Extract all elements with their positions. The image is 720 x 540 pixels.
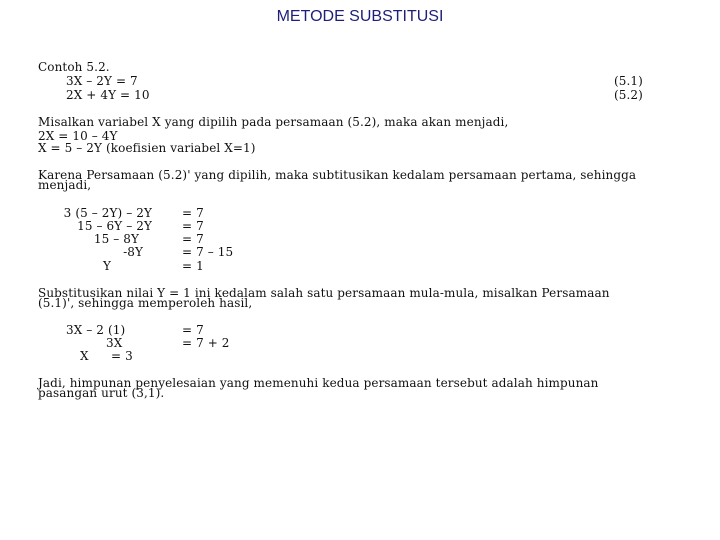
step2-rhs: = 7 – 15 bbox=[182, 245, 234, 259]
step2-text-line1: Karena Persamaan (5.2)' yang dipilih, maka subtitusikan kedalam persamaan pertama, sehingga bbox=[38, 168, 637, 182]
conclusion-line2: pasangan urut (3,1). bbox=[38, 386, 165, 400]
step3-lhs-val: = 3 bbox=[111, 349, 133, 363]
step2-lhs: 3 (5 – 2Y) – 2Y bbox=[63, 206, 152, 220]
step3-text-line1: Substitusikan nilai Y = 1 ini kedalam salah satu persamaan mula-mula, misalkan Persamaan bbox=[38, 286, 610, 300]
page-title: METODE SUBSTITUSI bbox=[276, 8, 444, 25]
step3-lhs: 3X – 2 (1) bbox=[66, 323, 126, 337]
step2-rhs: = 7 bbox=[182, 232, 204, 246]
step3-text-line2: (5.1)', sehingga memperoleh hasil, bbox=[38, 296, 253, 310]
step3-rhs: = 7 + 2 bbox=[182, 336, 230, 350]
step1-line2: X = 5 – 2Y (koefisien variabel X=1) bbox=[38, 141, 256, 155]
step1-line1: 2X = 10 – 4Y bbox=[38, 129, 118, 143]
step3-lhs-var: X bbox=[80, 349, 89, 363]
step3-rhs: = 7 bbox=[182, 323, 204, 337]
step3-lhs: 3X bbox=[106, 336, 123, 350]
step2-lhs: 15 – 6Y – 2Y bbox=[77, 219, 152, 233]
step2-text-line2: menjadi, bbox=[38, 178, 92, 192]
step1-text: Misalkan variabel X yang dipilih pada persamaan (5.2), maka akan menjadi, bbox=[38, 115, 509, 129]
conclusion-line1: Jadi, himpunan penyelesaian yang memenuhi kedua persamaan tersebut adalah himpunan bbox=[38, 376, 599, 390]
equation-ref-1: (5.1) bbox=[614, 74, 643, 88]
step2-lhs: 15 – 8Y bbox=[93, 232, 139, 246]
step2-lhs: Y bbox=[103, 259, 112, 273]
equation-2: 2X + 4Y = 10 bbox=[66, 88, 150, 102]
equation-ref-2: (5.2) bbox=[614, 88, 643, 102]
step2-lhs: -8Y bbox=[123, 245, 143, 259]
equation-1: 3X – 2Y = 7 bbox=[66, 74, 138, 88]
step2-rhs: = 7 bbox=[182, 219, 204, 233]
step2-rhs: = 1 bbox=[182, 259, 204, 273]
example-label: Contoh 5.2. bbox=[38, 60, 110, 74]
step2-rhs: = 7 bbox=[182, 206, 204, 220]
